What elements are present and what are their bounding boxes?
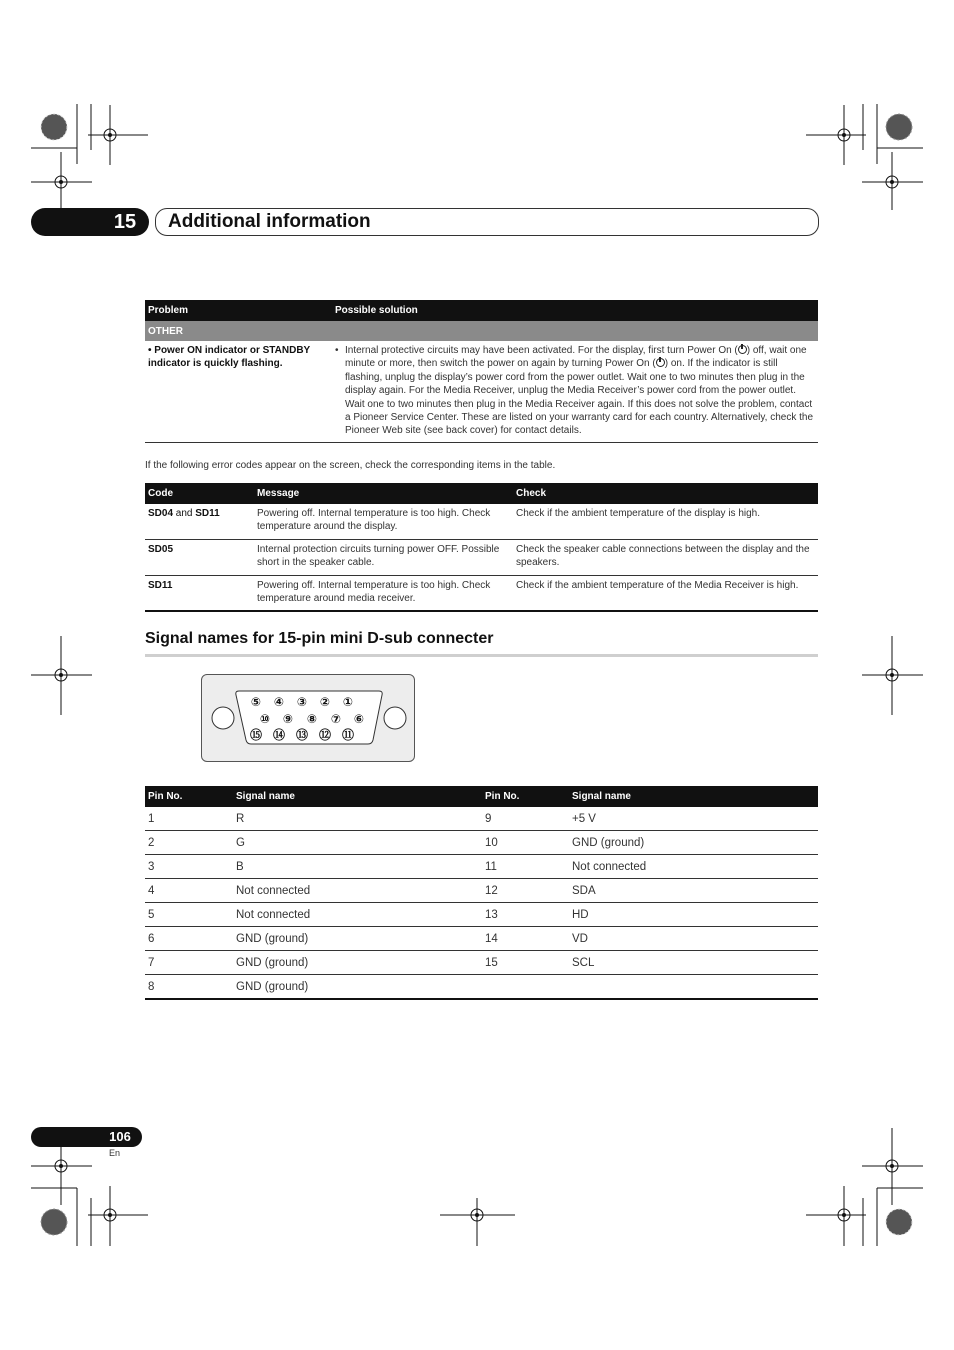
- signal-name: SCL: [569, 951, 818, 975]
- code-cell: [145, 504, 254, 539]
- pin-number: 15: [482, 951, 569, 975]
- signal-name: B: [233, 855, 482, 879]
- pin-8-label: ⑧: [306, 712, 318, 726]
- pin-number: [482, 975, 569, 1000]
- pin-9-label: ⑨: [282, 712, 294, 726]
- code-cell: SD05: [145, 539, 254, 575]
- header-problem: Problem: [145, 300, 332, 321]
- pin-number: 5: [145, 903, 233, 927]
- category-label: OTHER: [145, 321, 818, 341]
- message-cell: Powering off. Internal temperature is too high. Check temperature around the display.: [254, 504, 513, 539]
- pin-1-label: ①: [342, 695, 354, 709]
- code-and: and: [173, 508, 196, 519]
- table-row: [145, 575, 818, 611]
- header-signal-name: Signal name: [233, 786, 482, 807]
- chapter-title: Additional information: [168, 211, 371, 232]
- table-header-row: [145, 483, 818, 504]
- table-row: [145, 504, 818, 539]
- bullet: •: [335, 345, 339, 356]
- solution-text-1: Internal protective circuits may have been activated. For the display, first turn Power On (: [345, 345, 738, 356]
- message-cell: Internal protection circuits turning power OFF. Possible short in the speaker cable.: [254, 539, 513, 575]
- header-code: Code: [145, 483, 254, 504]
- error-code-table: [145, 483, 818, 612]
- signal-name: GND (ground): [233, 975, 482, 1000]
- table-row: [145, 951, 818, 975]
- pin-4-label: ④: [273, 695, 285, 709]
- solution-cell: [332, 341, 818, 442]
- pin-13-label: ⑬: [295, 728, 308, 742]
- pin-15-label: ⑮: [249, 728, 262, 742]
- pin-5-label: ⑤: [250, 695, 262, 709]
- pin-number: 14: [482, 927, 569, 951]
- table-row: [145, 831, 818, 855]
- category-row: [145, 321, 818, 341]
- pin-3-label: ③: [296, 695, 308, 709]
- signal-name: R: [233, 807, 482, 831]
- page-language: En: [109, 1148, 121, 1158]
- header-pin-no: Pin No.: [482, 786, 569, 807]
- table-row: [145, 855, 818, 879]
- table-row: [145, 341, 818, 442]
- signal-name: GND (ground): [233, 951, 482, 975]
- signal-name: Not connected: [233, 879, 482, 903]
- signal-name: HD: [569, 903, 818, 927]
- signal-name: [569, 975, 818, 1000]
- table-header-row: [145, 300, 818, 321]
- power-icon: [738, 345, 747, 354]
- check-cell: Check the speaker cable connections between the display and the speakers.: [513, 539, 818, 575]
- code-b: SD11: [195, 508, 220, 519]
- pin-6-label: ⑥: [353, 712, 365, 726]
- troubleshooting-table: [145, 300, 818, 443]
- check-cell: Check if the ambient temperature of the display is high.: [513, 504, 818, 539]
- check-cell: Check if the ambient temperature of the Media Receiver is high.: [513, 575, 818, 611]
- pin-number: 4: [145, 879, 233, 903]
- pin-number: 1: [145, 807, 233, 831]
- pin-2-label: ②: [319, 695, 331, 709]
- table-row: [145, 903, 818, 927]
- problem-cell: • Power ON indicator or STANDBY indicator is quickly flashing.: [145, 341, 332, 442]
- section-divider: [145, 654, 818, 657]
- pin-number: 10: [482, 831, 569, 855]
- code-a: SD04: [148, 508, 174, 519]
- signal-name: GND (ground): [569, 831, 818, 855]
- section-title: Signal names for 15-pin mini D-sub connecter: [145, 630, 494, 647]
- signal-name: Not connected: [233, 903, 482, 927]
- pin-number: 6: [145, 927, 233, 951]
- pin-10-label: ⑩: [259, 712, 271, 726]
- solution-text-3: ) on. If the indicator is still flashing, unplug the display’s power cord from the power outlet. Wait one to two minutes then plug in the display again. For the Media Receiver, unplug the Media Receiver’s power cord from the power outlet. Wait one to two minutes then plug in the Media Receiver again. If this does not solve the problem, contact a Pioneer Service Center. These are listed on your warranty card for each country. Alternatively, check the Pioneer Web site (see back cover) for contact details.: [345, 358, 814, 437]
- pin-number: 2: [145, 831, 233, 855]
- pin-number: 8: [145, 975, 233, 1000]
- signal-name: SDA: [569, 879, 818, 903]
- pin-number: 11: [482, 855, 569, 879]
- chapter-number: 15: [113, 211, 137, 233]
- table-row: [145, 539, 818, 575]
- pin-number: 7: [145, 951, 233, 975]
- dsub-connector-diagram: [201, 674, 415, 762]
- pin-number: 13: [482, 903, 569, 927]
- signal-name: VD: [569, 927, 818, 951]
- signal-name: G: [233, 831, 482, 855]
- code-cell: SD11: [145, 575, 254, 611]
- pin-number: 3: [145, 855, 233, 879]
- error-code-note: If the following error codes appear on the screen, check the corresponding items in the table.: [145, 460, 556, 471]
- header-pin-no: Pin No.: [145, 786, 233, 807]
- header-message: Message: [254, 483, 513, 504]
- page-number: 106: [109, 1129, 131, 1144]
- pin-7-label: ⑦: [330, 712, 342, 726]
- pin-14-label: ⑭: [272, 728, 285, 742]
- pin-number: 9: [482, 807, 569, 831]
- header-signal-name: Signal name: [569, 786, 818, 807]
- pin-number: 12: [482, 879, 569, 903]
- table-row: [145, 807, 818, 831]
- header-solution: Possible solution: [332, 300, 818, 321]
- table-header-row: [145, 786, 818, 807]
- signal-name: GND (ground): [233, 927, 482, 951]
- signal-name: Not connected: [569, 855, 818, 879]
- power-icon: [656, 358, 665, 367]
- pin-11-label: ⑪: [341, 728, 354, 742]
- table-row: [145, 975, 818, 1000]
- pin-signal-table: [145, 786, 818, 1000]
- solution-text-2: ) off, wait one minute or more, then switch the power on again by turning Power On (: [345, 345, 807, 370]
- header-check: Check: [513, 483, 818, 504]
- message-cell: Powering off. Internal temperature is too high. Check temperature around media receiver.: [254, 575, 513, 611]
- table-row: [145, 879, 818, 903]
- table-row: [145, 927, 818, 951]
- signal-name: +5 V: [569, 807, 818, 831]
- pin-12-label: ⑫: [318, 728, 331, 742]
